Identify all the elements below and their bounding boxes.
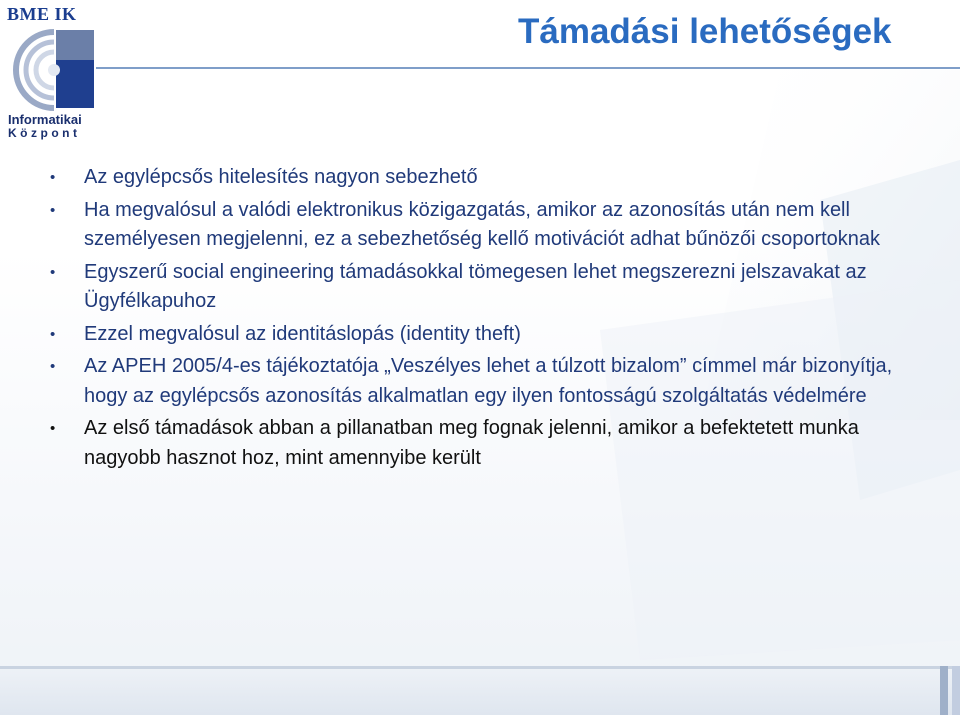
logo-emblem-icon bbox=[2, 26, 98, 114]
footer-bar bbox=[0, 666, 960, 715]
bullet-text: Ezzel megvalósul az identitáslopás (identity theft) bbox=[84, 322, 521, 345]
bullet-dot-icon: • bbox=[50, 263, 56, 281]
bullet-list bbox=[40, 163, 920, 476]
logo-subtitle-2: Központ bbox=[8, 126, 81, 140]
bullet-item bbox=[40, 320, 920, 350]
bullet-text: Az egylépcsős hitelesítés nagyon sebezhető bbox=[84, 166, 478, 188]
bullet-dot-icon: • bbox=[50, 169, 56, 186]
bullet-text: Ha megvalósul a valódi elektronikus közigazgatás, amikor az azonosítás után nem kell személyesen megjelenni, ez a sebezhetőség kellő motivációt adhat bűnözői csoportoknak bbox=[84, 198, 881, 250]
bullet-dot-icon: • bbox=[50, 201, 56, 219]
bullet-text: Az első támadások abban a pillanatban meg fognak jelenni, amikor a befektetett munka nagyobb hasznot hoz, mint amennyibe került bbox=[84, 417, 859, 469]
bullet-item bbox=[40, 196, 920, 255]
bullet-dot-icon: • bbox=[50, 420, 56, 437]
logo-subtitle: Informatikai bbox=[8, 112, 82, 127]
slide-title: Támadási lehetőségek bbox=[518, 12, 892, 51]
bullet-item bbox=[40, 258, 920, 317]
logo-title: BME IK bbox=[7, 4, 77, 24]
bullet-text: Az APEH 2005/4-es tájékoztatója „Veszélyes lehet a túlzott bizalom” címmel már bizonyítja, hogy az egylépcsős azonosítás alkalmatlan egy ilyen fontosságú szolgáltatás védelmére bbox=[84, 355, 893, 407]
bullet-dot-icon: • bbox=[50, 325, 56, 343]
bme-ik-logo bbox=[2, 2, 98, 142]
bullet-item bbox=[40, 414, 920, 473]
bullet-dot-icon: • bbox=[50, 358, 56, 375]
bullet-item bbox=[40, 163, 920, 193]
title-divider bbox=[96, 67, 960, 69]
bullet-text: Egyszerű social engineering támadásokkal tömegesen lehet megszerezni jelszavakat az Ügyfélkapuhoz bbox=[84, 260, 867, 312]
bullet-item bbox=[40, 352, 920, 411]
